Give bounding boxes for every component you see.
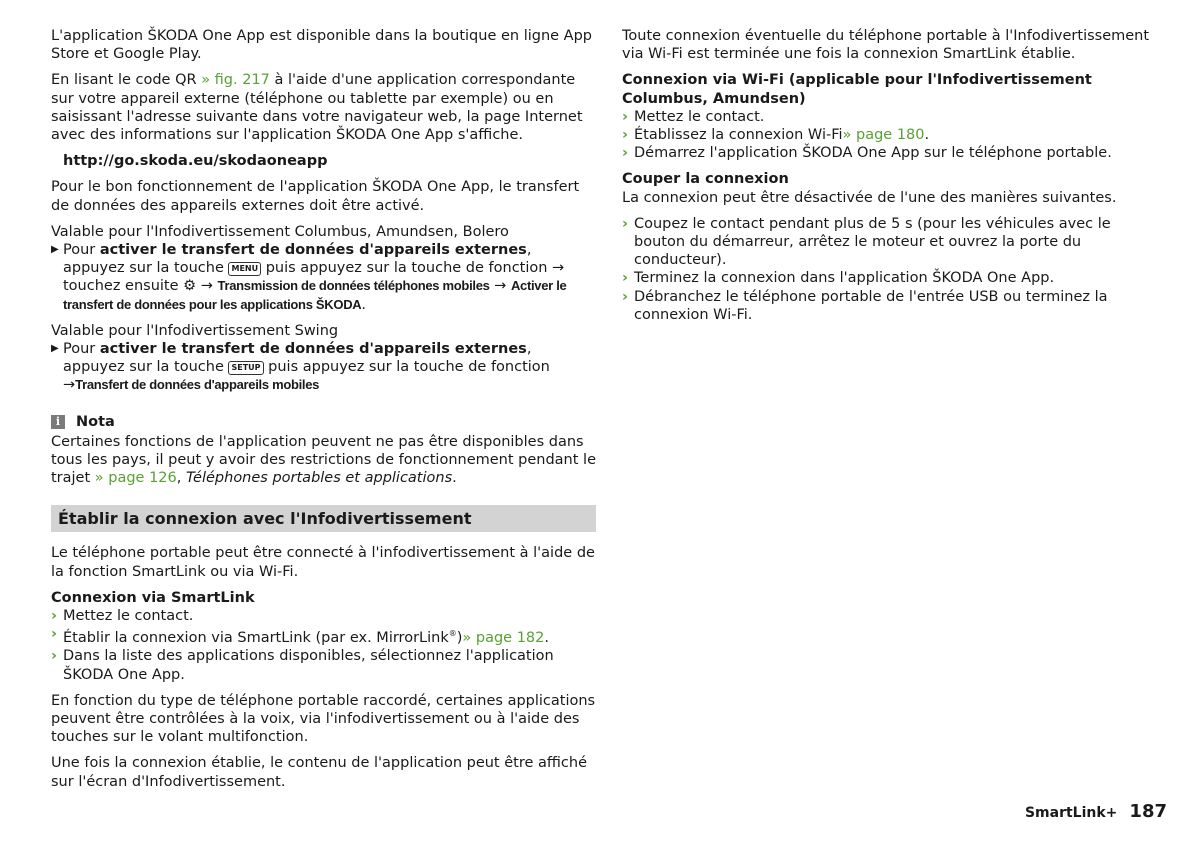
setup-key-icon: SETUP: [228, 361, 263, 375]
triangle-right-icon: ▶: [51, 244, 59, 256]
step-activate-transfer-columbus: ▶ Pour activer le transfert de données d'appareils externes, appuyez sur la touche MENU puis appuyez sur la touche de fonction → touchez ensuite ⚙ → Transmission de données téléphones mobiles → Activer le transfert de données pour les applications ŠKODA.: [51, 242, 567, 313]
paragraph-display-content: Une fois la connexion établie, le contenu de l'application peut être affiché sur l'écran d'Infodivertissement.: [51, 755, 587, 790]
skoda-app-url[interactable]: http://go.skoda.eu/skodaoneapp: [63, 153, 328, 170]
right-column: [622, 27, 1162, 332]
link-page-126[interactable]: » page 126: [94, 470, 177, 487]
chevron-right-icon: ›: [51, 626, 57, 643]
info-icon: i: [51, 415, 65, 429]
list-item: › Établir la connexion via SmartLink (par ex. MirrorLink®)» page 182.: [51, 626, 549, 647]
link-page-182[interactable]: » page 182: [462, 630, 545, 647]
note-heading: i Nota: [51, 413, 596, 431]
list-item: › Terminez la connexion dans l'application ŠKODA One App.: [622, 270, 1055, 287]
page-footer: [1025, 803, 1167, 822]
list-item: › Mettez le contact.: [622, 108, 765, 125]
triangle-right-icon: ▶: [51, 343, 59, 355]
menu-key-icon: MENU: [228, 262, 261, 276]
paragraph-app-availability: L'application ŠKODA One App est disponible dans la boutique en ligne App Store et Google Play.: [51, 28, 593, 63]
link-fig-217[interactable]: » fig. 217: [201, 72, 270, 89]
menu-path-swing-transfer: Transfert de données d'appareils mobiles: [75, 377, 320, 393]
paragraph-qr-code: En lisant le code QR » fig. 217 à l'aide d'une application correspondante sur votre appareil externe (téléphone ou tablette par exemple) ou en saisissant l'adresse suivante dans votre navigateur web, la page Internet avec des informations sur l'application ŠKODA One App s'affiche.: [51, 72, 583, 144]
subheading-disconnect: Couper la connexion: [622, 171, 789, 188]
subheading-smartlink: Connexion via SmartLink: [51, 589, 255, 606]
menu-path-transmission: Transmission de données téléphones mobiles: [217, 278, 490, 294]
valid-for-swing: Valable pour l'Infodivertissement Swing: [51, 322, 339, 339]
valid-for-columbus: Valable pour l'Infodivertissement Columbus, Amundsen, Bolero: [51, 223, 509, 240]
chevron-right-icon: ›: [622, 215, 628, 232]
list-item: › Débranchez le téléphone portable de l'entrée USB ou terminez la connexion Wi-Fi.: [622, 288, 1108, 323]
paragraph-wifi-termination: Toute connexion éventuelle du téléphone portable à l'Infodivertissement via Wi-Fi est terminée une fois la connexion SmartLink établie.: [622, 28, 1150, 63]
chevron-right-icon: ›: [51, 608, 57, 625]
paragraph-disconnect-ways: La connexion peut être désactivée de l'une des manières suivantes.: [622, 189, 1117, 206]
chevron-right-icon: ›: [622, 108, 628, 125]
smartlink-steps: [51, 607, 596, 684]
chevron-right-icon: ›: [622, 288, 628, 305]
list-item: › Démarrez l'application ŠKODA One App sur le téléphone portable.: [622, 145, 1112, 162]
section-heading-connection: Établir la connexion avec l'Infodivertissement: [51, 505, 596, 532]
paragraph-connect-options: Le téléphone portable peut être connecté à l'infodivertissement à l'aide de la fonction SmartLink ou via Wi-Fi.: [51, 545, 595, 580]
chevron-right-icon: ›: [51, 648, 57, 665]
menu-path-activate: Activer le transfert de données pour les applications ŠKODA: [63, 278, 567, 312]
list-item: › Mettez le contact.: [51, 608, 194, 625]
link-page-180[interactable]: » page 180: [842, 127, 925, 144]
gear-icon: ⚙: [183, 278, 197, 295]
page-number: 187: [1129, 801, 1167, 822]
subheading-wifi: Connexion via Wi-Fi (applicable pour l'Infodivertissement Columbus, Amundsen): [622, 72, 1092, 107]
paragraph-voice-control: En fonction du type de téléphone portable raccordé, certaines applications peuvent être contrôlées à la voix, via l'infodivertissement ou à l'aide des touches sur le volant multifonction.: [51, 692, 596, 746]
paragraph-data-transfer: Pour le bon fonctionnement de l'application ŠKODA One App, le transfert de données des appareils externes doit être activé.: [51, 179, 580, 214]
note-text: Certaines fonctions de l'application peuvent ne pas être disponibles dans tous les pays, il peut y avoir des restrictions de fonctionnement pendant le trajet » page 126, Téléphones portables et applications.: [51, 433, 596, 487]
chevron-right-icon: ›: [622, 127, 628, 144]
disconnect-steps: [622, 215, 1162, 324]
wifi-steps: [622, 108, 1162, 163]
list-item: › Établissez la connexion Wi-Fi» page 180.: [622, 127, 930, 144]
chapter-title: SmartLink+: [1024, 805, 1118, 821]
chevron-right-icon: ›: [622, 145, 628, 162]
left-column: [51, 27, 596, 799]
step-activate-transfer-swing: ▶ Pour activer le transfert de données d'appareils externes, appuyez sur la touche SETUP puis appuyez sur la touche de fonction →Transfert de données d'appareils mobiles: [51, 341, 550, 394]
list-item: › Coupez le contact pendant plus de 5 s (pour les véhicules avec le bouton du démarreur, arrêtez le moteur et ouvrez la porte du conducteur).: [622, 215, 1111, 269]
chevron-right-icon: ›: [622, 270, 628, 287]
list-item: › Dans la liste des applications disponibles, sélectionnez l'application ŠKODA One App.: [51, 648, 554, 683]
